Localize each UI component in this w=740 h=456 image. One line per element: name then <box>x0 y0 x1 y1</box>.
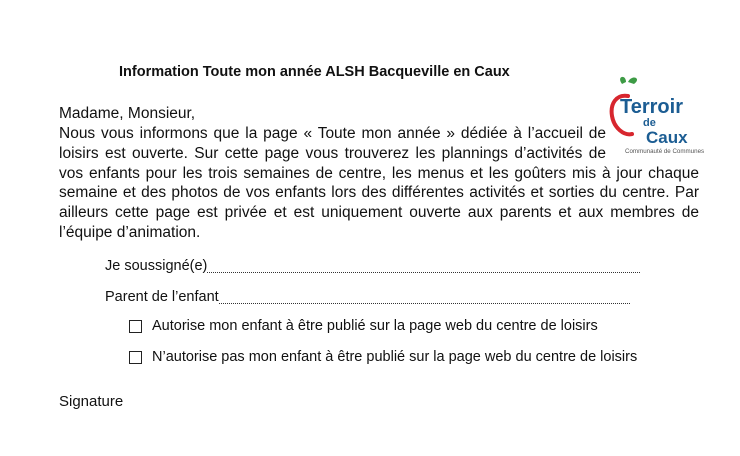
logo-tagline: Communauté de Communes <box>625 148 705 155</box>
do-not-authorize-label: N’autorise pas mon enfant à être publié sur la page web du centre de loisirs <box>152 349 638 365</box>
authorize-checkbox[interactable] <box>129 320 142 333</box>
logo-line2: de <box>643 117 656 129</box>
authorize-option[interactable] <box>129 318 598 334</box>
salutation: Madame, Monsieur, <box>59 105 196 122</box>
do-not-authorize-option[interactable] <box>129 349 637 365</box>
paragraph-line: l’équipe d’animation. <box>59 223 201 241</box>
paragraph-line: ailleurs cette page est privée et est uniquement ouverte aux parents et aux membres de <box>59 204 699 222</box>
paragraph-line: vos enfants pour les trois semaines de centre, les menus et les goûters mis à jour chaque <box>59 164 699 182</box>
paragraph-line: Nous vous informons que la page « Toute mon année » dédiée à l’accueil de <box>59 125 606 142</box>
undersigned-dotted-line[interactable] <box>207 272 640 273</box>
parent-label: Parent de l’enfant <box>105 289 219 305</box>
logo-line1: Terroir <box>620 96 683 118</box>
do-not-authorize-checkbox[interactable] <box>129 351 142 364</box>
document-title: Information Toute mon année ALSH Bacqueville en Caux <box>119 64 510 80</box>
authorize-label: Autorise mon enfant à être publié sur la page web du centre de loisirs <box>152 318 598 334</box>
logo-line3: Caux <box>646 128 688 147</box>
parent-field-row <box>105 289 630 305</box>
signature-label: Signature <box>59 393 124 410</box>
parent-dotted-line[interactable] <box>219 303 630 304</box>
paragraph-line: semaine et des photos de vos enfants lors des différentes activités et sorties du centre. Par <box>59 184 699 202</box>
paragraph-line: loisirs est ouverte. Sur cette page vous trouverez les plannings d’activités de <box>59 144 606 162</box>
undersigned-field-row <box>105 258 640 274</box>
undersigned-label: Je soussigné(e) <box>105 258 208 274</box>
information-paragraph <box>59 124 699 243</box>
